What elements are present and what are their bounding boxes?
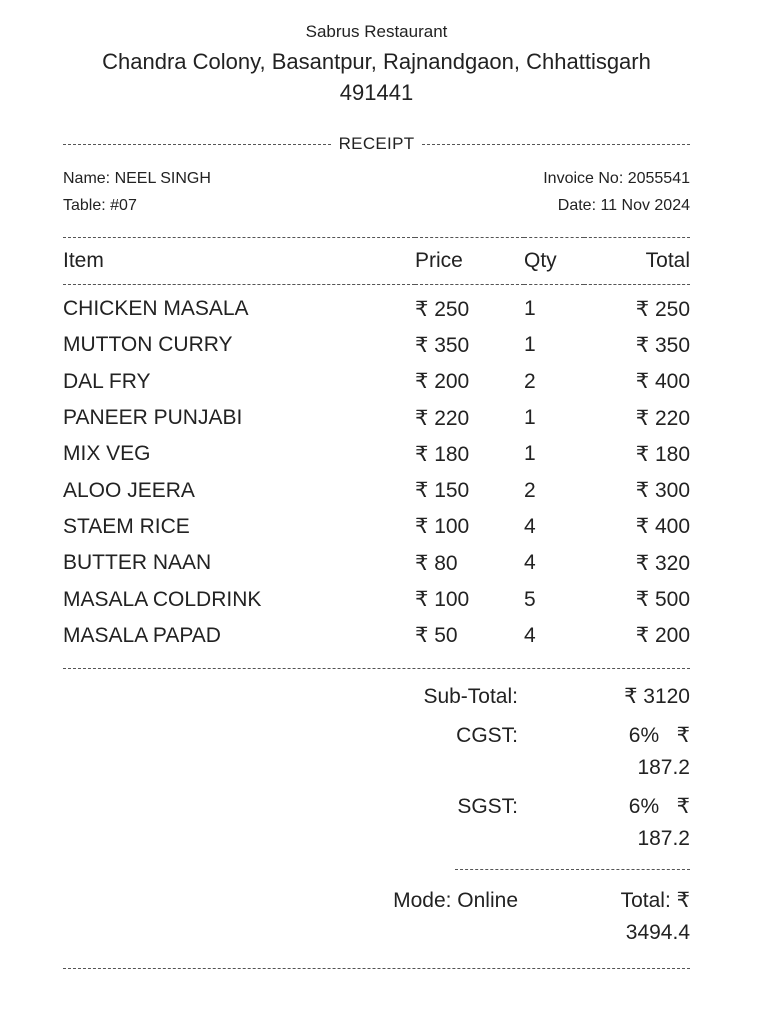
items-body xyxy=(63,285,690,658)
item-name: STAEM RICE xyxy=(63,514,190,538)
table-row xyxy=(63,509,690,545)
item-total: ₹ 500 xyxy=(635,588,690,612)
column-header-total: Total xyxy=(584,238,690,285)
item-qty: 4 xyxy=(524,514,536,538)
item-total: ₹ 200 xyxy=(635,624,690,648)
receipt-divider xyxy=(63,133,690,155)
table-number: Table: #07 xyxy=(63,197,137,214)
cgst-row xyxy=(63,720,690,784)
restaurant-address: Chandra Colony, Basantpur, Rajnandgaon, Chhattisgarh 491441 xyxy=(102,49,651,105)
customer-name: Name: NEEL SINGH xyxy=(63,170,211,187)
items-table xyxy=(63,237,690,658)
subtotal-value: ₹ 3120 xyxy=(624,684,690,708)
table-row xyxy=(63,327,690,363)
table-row xyxy=(63,364,690,400)
item-price: ₹ 250 xyxy=(415,297,470,321)
table-row xyxy=(63,472,690,508)
item-total: ₹ 400 xyxy=(635,515,690,539)
item-total: ₹ 180 xyxy=(635,442,690,466)
invoice-number: Invoice No: 2055541 xyxy=(543,170,690,187)
item-total: ₹ 250 xyxy=(635,297,690,321)
grand-total xyxy=(518,885,690,949)
summary xyxy=(63,681,690,949)
table-end-divider xyxy=(63,668,690,669)
sgst-value xyxy=(518,791,690,855)
divider-dash-left xyxy=(63,144,331,145)
item-qty: 1 xyxy=(524,442,536,466)
item-name: MASALA COLDRINK xyxy=(63,587,262,611)
grand-total-amount: 3494.4 xyxy=(625,920,690,944)
table-row xyxy=(63,400,690,436)
item-total: ₹ 300 xyxy=(635,479,690,503)
item-qty: 1 xyxy=(524,297,536,321)
column-header-price: Price xyxy=(415,238,524,285)
cgst-value xyxy=(518,720,690,784)
item-qty: 1 xyxy=(524,333,536,357)
item-price: ₹ 100 xyxy=(415,588,470,612)
meta-row-1 xyxy=(63,165,690,192)
sgst-rate: 6% ₹ xyxy=(628,794,690,818)
item-qty: 4 xyxy=(524,623,536,647)
item-name: DAL FRY xyxy=(63,369,151,393)
item-name: PANEER PUNJABI xyxy=(63,406,243,430)
sgst-amount: 187.2 xyxy=(637,826,690,850)
item-price: ₹ 80 xyxy=(415,551,458,575)
cgst-rate: 6% ₹ xyxy=(628,723,690,747)
item-name: MUTTON CURRY xyxy=(63,333,233,357)
item-price: ₹ 350 xyxy=(415,333,470,357)
item-total: ₹ 400 xyxy=(635,370,690,394)
sgst-row xyxy=(63,791,690,855)
column-header-item: Item xyxy=(63,238,415,285)
total-row xyxy=(63,885,690,949)
item-qty: 4 xyxy=(524,551,536,575)
item-qty: 5 xyxy=(524,587,536,611)
table-row xyxy=(63,285,690,328)
item-name: ALOO JEERA xyxy=(63,478,195,502)
divider-dash-right xyxy=(422,144,690,145)
table-row xyxy=(63,581,690,617)
item-price: ₹ 150 xyxy=(415,479,470,503)
subtotal-label: Sub-Total: xyxy=(423,684,518,708)
sgst-label: SGST: xyxy=(457,794,518,818)
cgst-label: CGST: xyxy=(456,723,518,747)
receipt-meta xyxy=(63,165,690,219)
item-name: BUTTER NAAN xyxy=(63,551,212,575)
receipt-label: RECEIPT xyxy=(338,134,415,153)
column-header-qty: Qty xyxy=(524,238,584,285)
table-row xyxy=(63,545,690,581)
item-total: ₹ 220 xyxy=(635,406,690,430)
item-qty: 1 xyxy=(524,406,536,430)
item-price: ₹ 220 xyxy=(415,406,470,430)
summary-divider xyxy=(455,869,690,870)
item-price: ₹ 50 xyxy=(415,624,458,648)
grand-total-label: Total: ₹ xyxy=(620,888,690,912)
cgst-amount: 187.2 xyxy=(637,755,690,779)
item-qty: 2 xyxy=(524,369,536,393)
receipt xyxy=(63,20,690,969)
table-header-row xyxy=(63,238,690,285)
item-total: ₹ 320 xyxy=(635,551,690,575)
table-row xyxy=(63,618,690,658)
item-name: MIX VEG xyxy=(63,442,151,466)
item-name: MASALA PAPAD xyxy=(63,623,221,647)
table-row xyxy=(63,436,690,472)
item-total: ₹ 350 xyxy=(635,333,690,357)
subtotal-row xyxy=(63,681,690,713)
item-qty: 2 xyxy=(524,478,536,502)
restaurant-name: Sabrus Restaurant xyxy=(305,22,448,41)
final-divider xyxy=(63,968,690,969)
item-price: ₹ 100 xyxy=(415,515,470,539)
item-name: CHICKEN MASALA xyxy=(63,297,249,321)
meta-row-2 xyxy=(63,192,690,219)
invoice-date: Date: 11 Nov 2024 xyxy=(557,197,690,214)
payment-mode: Mode: Online xyxy=(393,888,518,912)
item-price: ₹ 180 xyxy=(415,442,470,466)
item-price: ₹ 200 xyxy=(415,370,470,394)
